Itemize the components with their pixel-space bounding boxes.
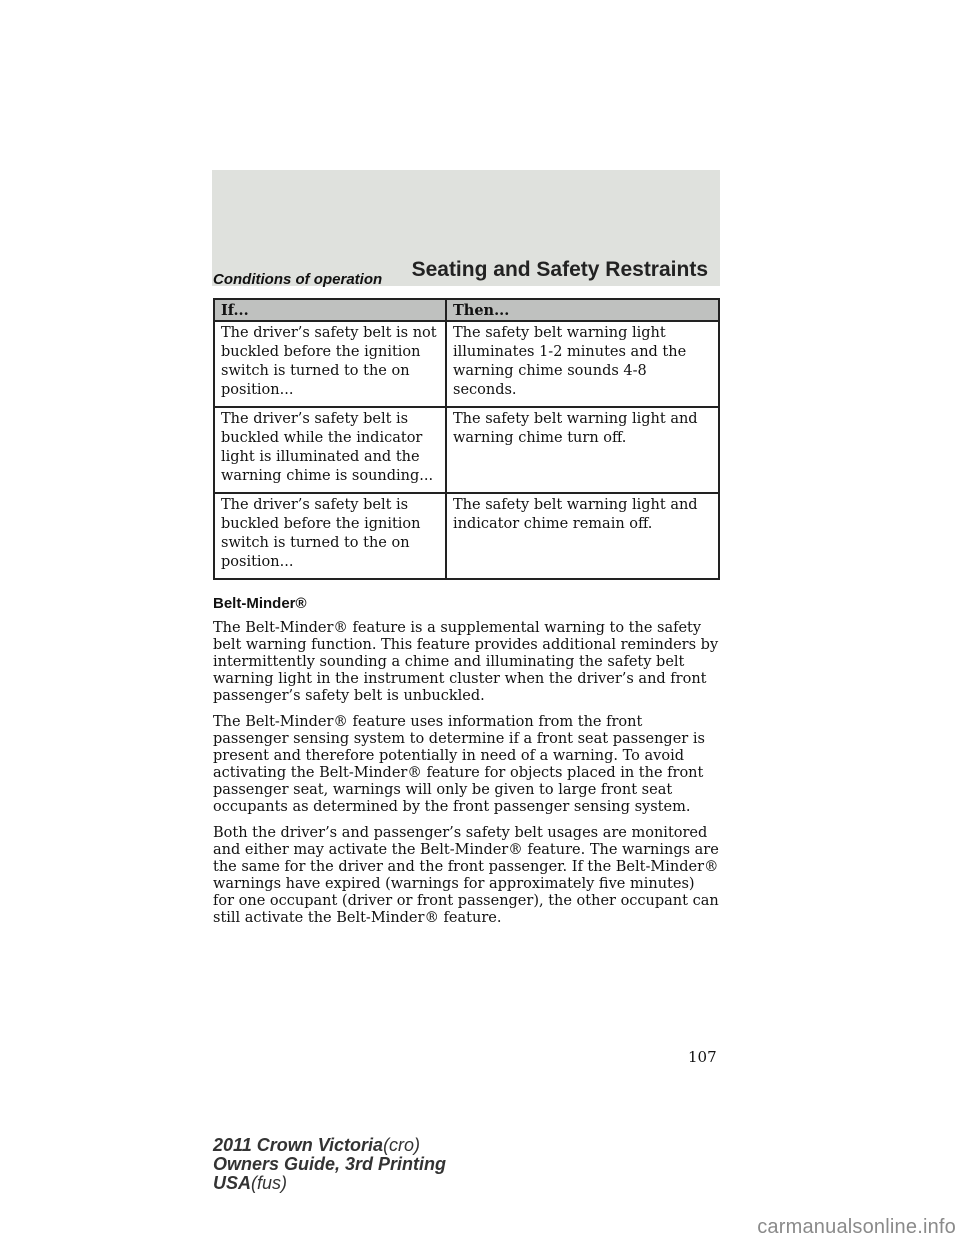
- conditions-heading: Conditions of operation: [213, 271, 383, 288]
- table-cell-if: The driver’s safety belt is buckled while the indicator light is illuminated and the warning chime is sounding...: [214, 407, 446, 493]
- document-footer: [213, 1136, 446, 1193]
- table-row: [214, 407, 719, 493]
- belt-minder-paragraph: The Belt-Minder® feature uses information from the front passenger sensing system to determine if a front seat passenger is present and therefore potentially in need of a warning. To avoid activating the Belt-Minder® feature for objects placed in the front passenger seat, warnings will only be given to large front seat occupants as determined by the front passenger sensing system.: [213, 714, 705, 815]
- footer-model-code: (cro): [383, 1135, 421, 1155]
- table-row: [214, 321, 719, 407]
- section-title: Seating and Safety Restraints: [411, 258, 708, 281]
- footer-printing: Owners Guide, 3rd Printing: [213, 1154, 447, 1174]
- belt-minder-paragraph: The Belt-Minder® feature is a supplemental warning to the safety belt warning function. This feature provides additional reminders by intermittently sounding a chime and illuminating the safety belt warning light in the instrument cluster when the driver’s and front passenger’s safety belt is unbuckled.: [213, 620, 719, 704]
- belt-minder-heading: Belt-Minder®: [213, 595, 307, 612]
- table-cell-then: The safety belt warning light illuminates 1-2 minutes and the warning chime sounds 4-8 seconds.: [446, 321, 719, 407]
- page-content: [213, 270, 720, 936]
- conditions-table: [213, 298, 720, 580]
- table-cell-then: The safety belt warning light and warning chime turn off.: [446, 407, 719, 493]
- footer-market-code: (fus): [251, 1173, 288, 1193]
- table-header-row: [214, 299, 719, 321]
- footer-market: USA: [213, 1173, 252, 1193]
- column-header-then: Then...: [446, 299, 719, 321]
- table-row: [214, 493, 719, 579]
- section-header-band: [212, 170, 720, 286]
- table-cell-if: The driver’s safety belt is not buckled before the ignition switch is turned to the on position...: [214, 321, 446, 407]
- belt-minder-paragraph: Both the driver’s and passenger’s safety belt usages are monitored and either may activate the Belt-Minder® feature. The warnings are the same for the driver and the front passenger. If the Belt-Minder® warnings have expired (warnings for approximately five minutes) for one occupant (driver or front passenger), the other occupant can still activate the Belt-Minder® feature.: [213, 825, 719, 926]
- table-cell-if: The driver’s safety belt is buckled before the ignition switch is turned to the on position...: [214, 493, 446, 579]
- site-watermark: carmanualsonline.info: [757, 1216, 956, 1238]
- table-cell-then: The safety belt warning light and indicator chime remain off.: [446, 493, 719, 579]
- footer-model: 2011 Crown Victoria: [213, 1135, 384, 1155]
- column-header-if: If...: [214, 299, 446, 321]
- page-number: 107: [688, 1048, 717, 1066]
